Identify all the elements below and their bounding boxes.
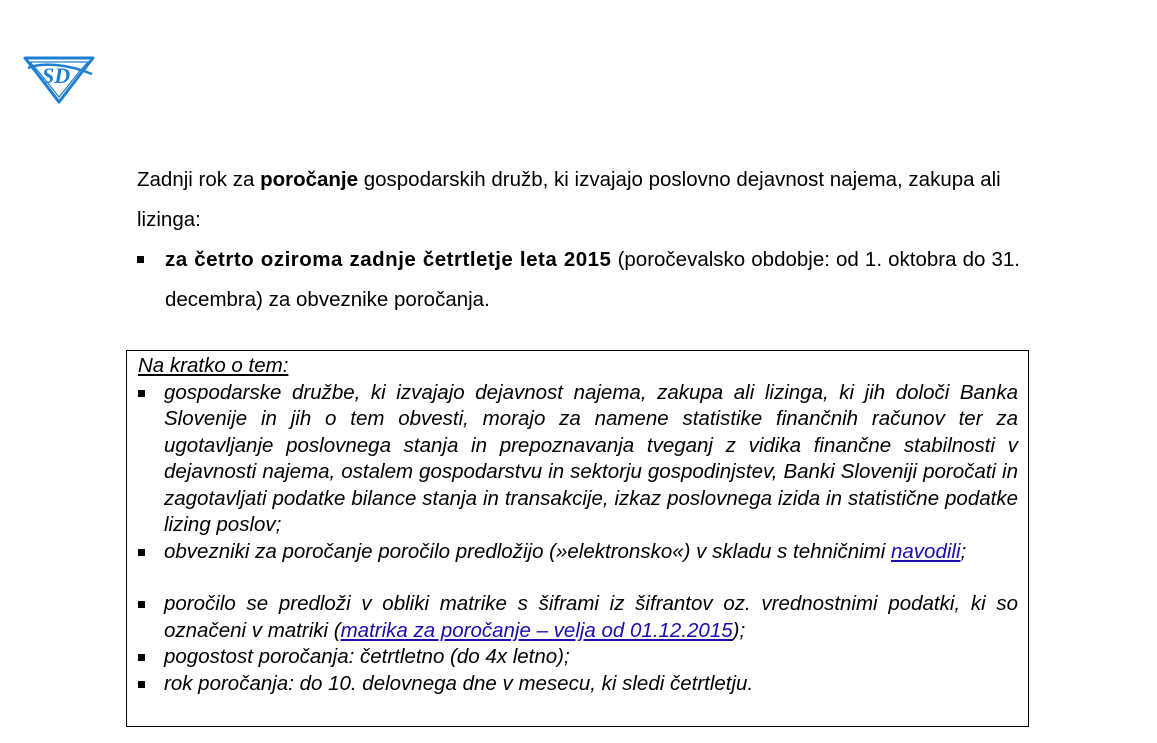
list-item: pogostost poročanja: četrtletno (do 4x letno); xyxy=(138,644,1018,671)
intro-paragraph: Zadnji rok za poročanje gospodarskih družb, ki izvajajo poslovno dejavnost najema, zakupa ali lizinga: xyxy=(137,168,1001,231)
intro-bullet-bold: za četrto oziroma zadnje četrtletje leta 2015 xyxy=(165,248,612,271)
intro-bold-word: poročanje xyxy=(260,168,359,191)
list-item: gospodarske družbe, ki izvajajo dejavnost najema, zakupa ali lizinga, ki jih določi Banka Slovenije in jih o tem obvesti, morajo za namene statistike finančnih računov ter za ugotavljanje poslovnega stanja in prepoznavanja tveganj z vidika finančne stabilnosti v dejavnosti najema, ostalem gospodarstvu in sektorju gospodinjstev, Banki Sloveniji poročati in zagotavljati podatke bilance stanja in transakcije, izkaz poslovnega izida in statistične podatke lizing poslov; xyxy=(138,380,1018,539)
svg-text:SD: SD xyxy=(42,63,71,88)
bullet-square-icon xyxy=(138,390,145,397)
list-item: poročilo se predloži v obliki matrike s šiframi iz šifrantov oz. vrednostnimi podatki, ki so označeni v matriki (matrika za poročanje – velja od 01.12.2015); xyxy=(138,591,1018,644)
bullet-square-icon xyxy=(138,549,145,556)
navodili-link[interactable]: navodili xyxy=(890,539,961,563)
bullet-square-icon xyxy=(137,256,144,263)
list-item: rok poročanja: do 10. delovnega dne v mesecu, ki sledi četrtletju. xyxy=(138,671,1018,698)
bullet-square-icon xyxy=(138,654,145,661)
list-item: obvezniki za poročanje poročilo predložijo (»elektronsko«) v skladu s tehničnimi navodili; xyxy=(138,539,1018,566)
intro-text xyxy=(137,160,1020,320)
sd-shield-logo-icon xyxy=(22,50,96,104)
box-title: Na kratko o tem: xyxy=(138,354,289,377)
summary-box xyxy=(126,350,1029,727)
bullet-square-icon xyxy=(138,601,145,608)
intro-bullet: za četrto oziroma zadnje četrtletje leta 2015 (poročevalsko obdobje: od 1. oktobra do 31. decembra) za obveznike poročanja. xyxy=(137,240,1020,320)
bullet-square-icon xyxy=(138,681,145,688)
matrix-link[interactable]: matrika za poročanje – velja od 01.12.2015 xyxy=(340,618,733,642)
